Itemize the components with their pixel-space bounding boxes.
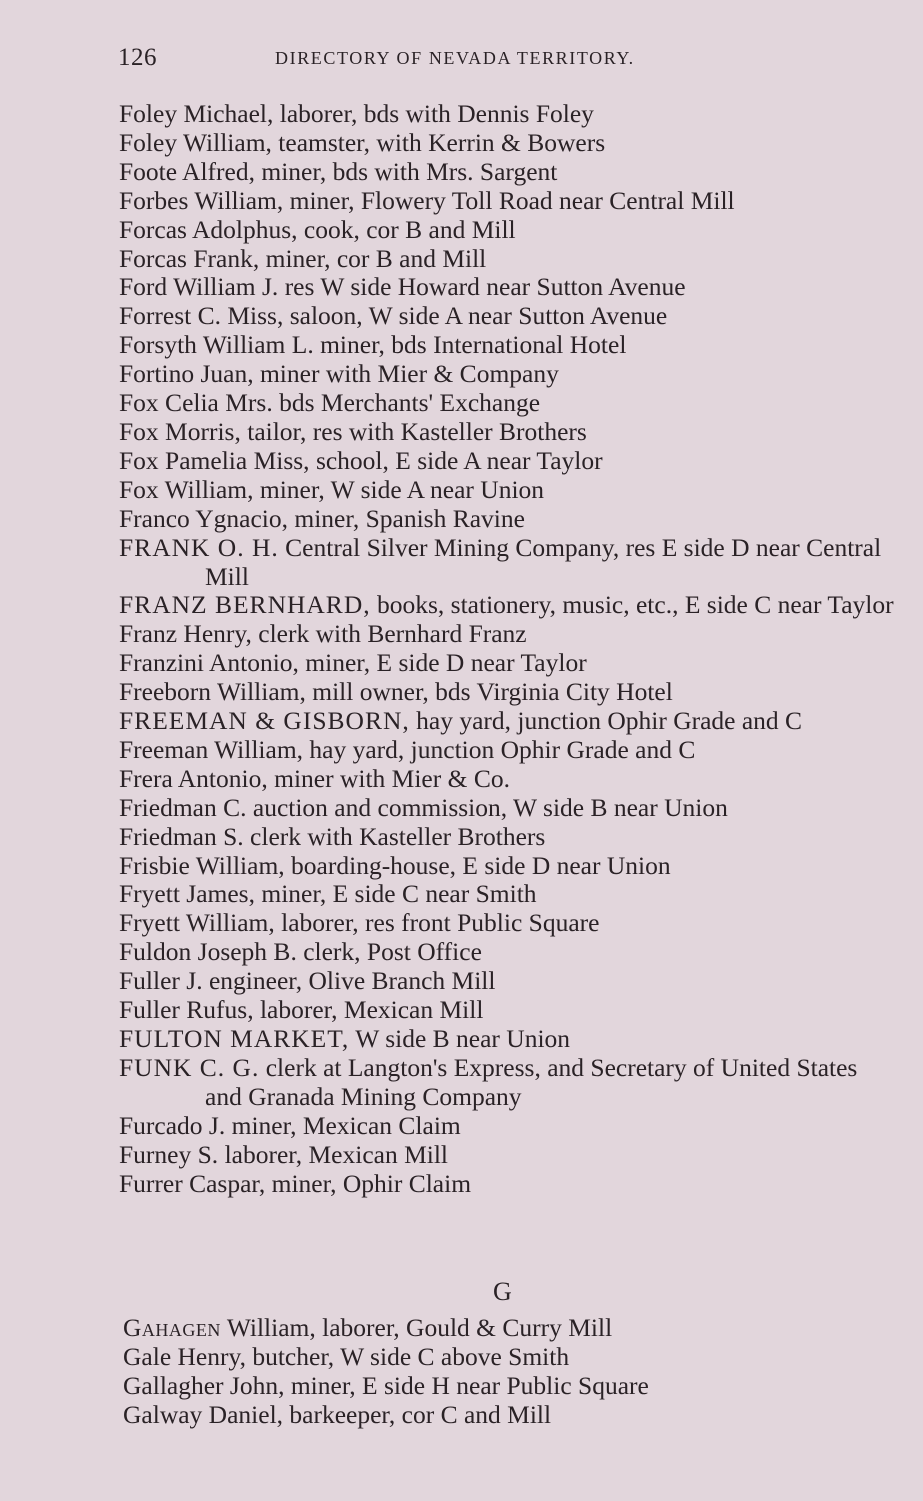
entry-details: miner, W side A near Union (253, 474, 545, 504)
entry-details: tailor, res with Kasteller Brothers (240, 416, 587, 446)
entry-name: Forcas Frank, (119, 243, 260, 273)
entry-name: Frera Antonio, (119, 763, 268, 793)
entry-name: Forcas Adolphus, (119, 214, 298, 244)
entry-details: clerk, Post Office (296, 937, 482, 967)
entry-details: cook, cor B and Mill (297, 214, 516, 244)
entry-name: Freeman William, (119, 734, 304, 764)
directory-entry (119, 707, 899, 736)
entry-details: school, E side A near Taylor (309, 445, 603, 475)
section-letter: G (493, 1277, 512, 1306)
entry-details: miner, E side C near Smith (254, 879, 537, 909)
entry-details: auction and commission, W side B near Union (246, 792, 728, 822)
entry-name: Gale Henry, (123, 1341, 246, 1371)
entry-name: Furcado J. (119, 1110, 226, 1140)
entry-details: W side B near Union (349, 1024, 571, 1053)
directory-entry (119, 909, 899, 938)
directory-entry (119, 100, 899, 129)
entry-name: Freeborn William, (119, 677, 306, 707)
directory-entry (119, 678, 899, 707)
entry-name: Fuller J. (119, 966, 203, 996)
directory-entry (119, 938, 899, 967)
entry-details: clerk at Langton's Express, and Secretary of United States and Granada Mining Company (205, 1052, 858, 1111)
entry-details: Central Silver Mining Company, res E side D near Central Mill (205, 532, 882, 591)
entry-details: miner, E side H near Public Square (284, 1370, 649, 1400)
entry-name: Fortino Juan, (119, 359, 254, 389)
directory-entry (119, 418, 899, 447)
entry-details: miner with Mier & Company (253, 359, 559, 389)
entry-name: Forsyth William L. (119, 330, 314, 360)
directory-entry (119, 505, 899, 534)
entry-details: engineer, Olive Branch Mill (202, 966, 496, 996)
entries-list-f (119, 100, 899, 1198)
directory-entry (119, 447, 899, 476)
directory-entry (119, 360, 899, 389)
entry-details: miner, bds International Hotel (313, 330, 627, 360)
directory-entry (119, 389, 899, 418)
directory-entry (119, 591, 899, 620)
entry-details: laborer, Mexican Mill (253, 995, 484, 1025)
entry-name: Franzini Antonio, (119, 648, 299, 678)
entry-details: res W side Howard near Sutton Avenue (278, 272, 686, 302)
entry-details: boarding-house, E side D near Union (284, 850, 671, 880)
entry-name: Forbes William, (119, 185, 284, 215)
directory-entry (123, 1372, 903, 1401)
directory-entry (119, 1054, 899, 1112)
entry-details: clerk with Bernhard Franz (251, 619, 527, 649)
entry-details: miner, Flowery Toll Road near Central Mill (283, 185, 735, 215)
entry-name: Foley William, (119, 127, 272, 157)
directory-entry (119, 331, 899, 360)
directory-entry (119, 823, 899, 852)
entry-name: FUNK C. G. (119, 1052, 260, 1082)
entry-name: Foley Michael, (119, 99, 274, 128)
page-number: 126 (118, 44, 157, 71)
entry-name: Gallagher John, (123, 1370, 285, 1400)
entry-details: teamster, with Kerrin & Bowers (271, 127, 606, 157)
entry-details: hay yard, junction Ophir Grade and C (303, 734, 696, 764)
entry-name: Franz Henry, (119, 619, 252, 649)
entry-name: Friedman S. (119, 821, 244, 851)
entry-details: laborer, bds with Dennis Foley (273, 99, 594, 128)
entry-details: laborer, res front Public Square (274, 908, 600, 938)
directory-entry (119, 1170, 899, 1199)
directory-entry (119, 649, 899, 678)
entry-details: miner, bds with Mrs. Sargent (254, 156, 558, 186)
entry-details: laborer, Mexican Mill (218, 1139, 449, 1169)
directory-entry (119, 852, 899, 881)
entry-details: hay yard, junction Ophir Grade and C (409, 706, 803, 736)
directory-entry (119, 765, 899, 794)
entry-details: butcher, W side C above Smith (245, 1341, 570, 1371)
entry-details: William, laborer, Gould & Curry Mill (220, 1313, 613, 1342)
entry-name: FULTON MARKET, (119, 1024, 350, 1053)
directory-entry (119, 1141, 899, 1170)
running-title: DIRECTORY OF NEVADA TERRITORY. (275, 48, 635, 68)
directory-entry (119, 245, 899, 274)
entry-details: miner, Mexican Claim (225, 1110, 461, 1140)
entry-name: Fuller Rufus, (119, 995, 254, 1025)
entry-name: Frisbie William, (119, 850, 285, 880)
directory-entry (119, 1112, 899, 1141)
directory-entry (119, 736, 899, 765)
entry-details: bds Merchants' Exchange (272, 388, 541, 418)
entry-name: FRANZ BERNHARD, (119, 590, 371, 620)
directory-entry (119, 302, 899, 331)
entry-name: FREEMAN & GISBORN, (119, 706, 410, 736)
entry-name: Gahagen (123, 1313, 221, 1342)
directory-entry (119, 129, 899, 158)
entry-name: Fuldon Joseph B. (119, 937, 297, 967)
entry-name: Franco Ygnacio, (119, 503, 288, 533)
directory-entry (123, 1401, 903, 1430)
entry-name: Fryett William, (119, 908, 275, 938)
entry-name: Friedman C. (119, 792, 247, 822)
directory-entry (119, 476, 899, 505)
entry-details: miner, Spanish Ravine (288, 503, 525, 533)
entry-name: Fox Pamelia Miss, (119, 445, 310, 475)
entry-name: Forrest C. Miss, (119, 301, 284, 331)
entry-name: Furrer Caspar, (119, 1168, 266, 1198)
entry-details: books, stationery, music, etc., E side C near Taylor (370, 590, 894, 620)
directory-entry (119, 158, 899, 187)
entry-name: Fox Morris, (119, 416, 241, 446)
entry-details: miner, cor B and Mill (259, 243, 487, 273)
entry-name: Fryett James, (119, 879, 255, 909)
directory-entry (119, 216, 899, 245)
directory-entry (119, 794, 899, 823)
entry-details: miner, E side D near Taylor (298, 648, 587, 678)
directory-entry (119, 967, 899, 996)
entry-name: Ford William J. (119, 272, 279, 302)
entry-name: Galway Daniel, (123, 1399, 284, 1429)
directory-entry (123, 1314, 903, 1343)
directory-entry (123, 1343, 903, 1372)
entry-details: clerk with Kasteller Brothers (243, 821, 546, 851)
entry-name: Furney S. (119, 1139, 219, 1169)
entries-list-g (123, 1314, 903, 1430)
directory-entry (119, 187, 899, 216)
entry-name: Fox Celia Mrs. (119, 388, 273, 418)
entry-details: barkeeper, cor C and Mill (283, 1399, 552, 1429)
entry-details: mill owner, bds Virginia City Hotel (305, 677, 673, 707)
entry-details: miner, Ophir Claim (265, 1168, 472, 1198)
entry-name: Fox William, (119, 474, 254, 504)
entry-name: Foote Alfred, (119, 156, 255, 186)
entry-details: miner with Mier & Co. (267, 763, 510, 793)
directory-entry (119, 620, 899, 649)
directory-entry (119, 273, 899, 302)
entry-name: FRANK O. H. (119, 532, 279, 562)
directory-entry (119, 880, 899, 909)
directory-entry (119, 1025, 899, 1054)
entry-details: saloon, W side A near Sutton Avenue (283, 301, 668, 331)
directory-entry (119, 534, 899, 592)
directory-entry (119, 996, 899, 1025)
